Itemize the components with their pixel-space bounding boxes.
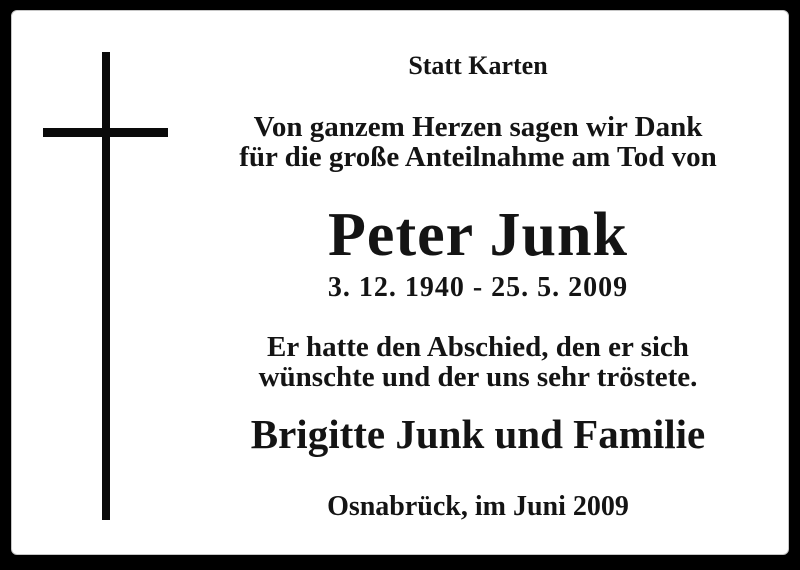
- place-and-date: Osnabrück, im Juni 2009: [327, 491, 629, 522]
- farewell-message-line-1: Er hatte den Abschied, den er sich: [267, 331, 689, 363]
- thanks-line-2: für die große Anteilnahme am Tod von: [239, 141, 717, 173]
- preface-text: Statt Karten: [408, 51, 548, 80]
- thanks-text: [170, 112, 786, 172]
- death-notice-card: [11, 10, 789, 555]
- cross-horizontal-bar: [43, 128, 168, 137]
- farewell-message: [170, 332, 786, 392]
- thanks-line-1: Von ganzem Herzen sagen wir Dank: [253, 111, 703, 143]
- deceased-name: Peter Junk: [328, 201, 628, 269]
- farewell-message-line-2: wünschte und der uns sehr tröstete.: [258, 361, 698, 393]
- family-signature: Brigitte Junk und Familie: [250, 411, 706, 457]
- life-dates: 3. 12. 1940 - 25. 5. 2009: [327, 272, 629, 303]
- cross-vertical-bar: [102, 52, 110, 520]
